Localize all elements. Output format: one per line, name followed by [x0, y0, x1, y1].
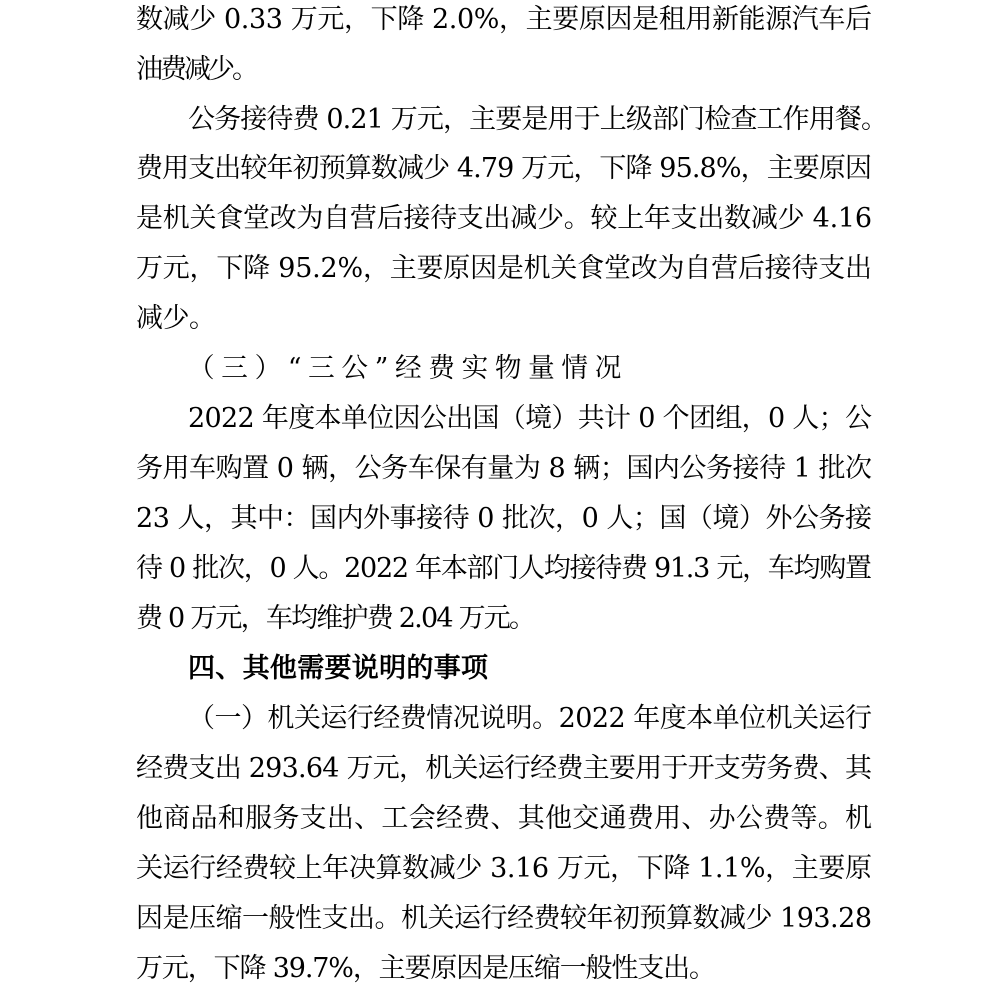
paragraph-hospitality-expense: 公务接待费 0.21 万元，主要是用于上级部门检查工作用餐。	[188, 104, 888, 135]
text-line: 万元，下降 95.2%，主要原因是机关食堂改为自营后接待支出	[136, 253, 872, 284]
text-line: 经费支出 293.64 万元，机关运行经费主要用于开支劳务费、其	[136, 753, 872, 784]
text-line: 他商品和服务支出、工会经费、其他交通费用、办公费等。机	[136, 803, 873, 834]
text-line: 务用车购置 0 辆，公务车保有量为 8 辆；国内公务接待 1 批次	[136, 453, 872, 484]
text-line: 万元，下降 39.7%，主要原因是压缩一般性支出。	[136, 953, 715, 984]
text-line: 是机关食堂改为自营后接待支出减少。较上年支出数减少 4.16	[136, 203, 872, 234]
text-line: 23 人，其中：国内外事接待 0 批次，0 人；国（境）外公务接	[136, 503, 872, 534]
text-line: 油费减少。	[136, 54, 256, 85]
text-line: 关运行经费较上年决算数减少 3.16 万元，下降 1.1%，主要原	[136, 853, 872, 884]
text-line: 因是压缩一般性支出。机关运行经费较年初预算数减少 193.28	[136, 903, 872, 934]
text-line: 数减少 0.33 万元，下降 2.0%，主要原因是租用新能源汽车后	[136, 4, 872, 35]
paragraph-operating-expense: （一）机关运行经费情况说明。2022 年度本单位机关运行	[188, 703, 872, 734]
text-line: 减少。	[136, 303, 216, 334]
paragraph-three-public-quantity: 2022 年度本单位因公出国（境）共计 0 个团组，0 人；公	[188, 403, 872, 434]
section-heading-other-matters: 四、其他需要说明的事项	[188, 653, 489, 684]
section-heading-three-public: （三）“三公”经费实物量情况	[188, 353, 628, 384]
text-line: 费用支出较年初预算数减少 4.79 万元，下降 95.8%，主要原因	[136, 153, 872, 184]
text-line: 费 0 万元，车均维护费 2.04 万元。	[136, 603, 535, 634]
text-line: 待 0 批次，0 人。2022 年本部门人均接待费 91.3 元，车均购置	[136, 553, 871, 584]
